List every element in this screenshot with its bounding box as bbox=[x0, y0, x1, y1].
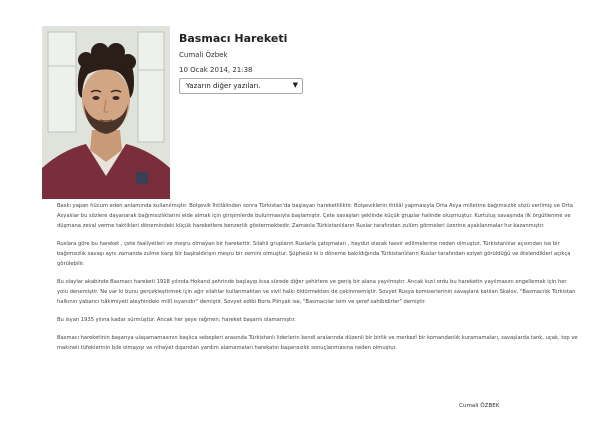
article-paragraph: Bu isyan 1935 yılına kadar sürmüştür. Ancak her şeye rağmen; hareket başarılı olamamıştır. bbox=[57, 317, 296, 323]
article-title: Basmacı Hareketi bbox=[179, 32, 288, 45]
article-body bbox=[57, 201, 579, 361]
author-name[interactable]: Cumali Özbek bbox=[179, 51, 228, 59]
article-signature: Cumali ÖZBEK bbox=[459, 403, 500, 409]
article-paragraph: Ruslara göre bu hareket , çete faaliyetleri ve meşru olmayan bir harekettir. Silahlı grupların Ruslarla çatışmaları , haydut olarak tasvir edilmelerine neden olmuştur. Türkistanlılar açısından ise bir bağımsızlık savaşı aynı zamanda zulme karşı bir başkaldırışın meşru bir zemini olmuştur. Şüphesiz ki o döneme bakıldığında Türkistanlıların Ruslar tarafından eziyet görüldüğü ve ötelendikleri açıkça görülebilir. bbox=[57, 241, 571, 267]
other-posts-select[interactable] bbox=[179, 78, 303, 94]
article-paragraph: Baskı yapan hücum eden anlamında kullanılmıştır. Bolşevik İhtilâlinden sonra Türkistan'da başlayan hareketliliktir. Bolşeviklerin ihtilâl yapmasıyla Orta Asya milletine bağımsızlık sözü verilmiş ve Orta Asyalılar bu sözlere dayanarak bağımsızlıklarını elde almak için girişimlerde bulunmasıyla başlamıştır. Çete savaşları şeklinde küçük gruplar halinde oluşmuştur. Kurtuluş savaşında ilk örgütlenme ve düşmana zeval verme taktikleri dönemindeki küçük hareketlere benzerlik göstermektedir. Zamanla Türkistanlıların Ruslar tarafından zulüm görmeleri üzerine ayaklanmalar hız kazanmıştır. bbox=[57, 203, 573, 229]
other-posts-select-label: Yazarın diğer yazıları. bbox=[186, 82, 261, 90]
chevron-down-icon: ▼ bbox=[292, 81, 298, 89]
author-photo bbox=[42, 26, 170, 199]
article-paragraph: Bu olaylar akabinde Basmacı hareketi 1918 yılında Hokand şehrinde başlayıp kısa sürede diğer şehirlere ve geniş bir alana yayılmıştır. Ancak kızıl ordu bu hareketin yayılmasını engellemek için her yolu denemiştir. Ne var ki bunu gerçekleştirmek için ağır silahlar kullanmaktan ve sivil halkı öldürmekten de çekinmemiştir. Sovyet Rusya komiserlerinin savaşlara katılan Skalov, "Basmacılık Türkistan halkının yabancı hâkimiyeti aleyhindeki millî isyanıdır" demiştir. Sovyet edibi Boris Pilnyak ise, "Basmacılar isim ve şeref sahibidirler" demiştir. bbox=[57, 279, 576, 305]
publish-date: 10 Ocak 2014, 21:38 bbox=[179, 66, 253, 74]
article-paragraph: Basmacı hareketinin başarıya ulaşamamasının başlıca sebepleri arasında Türkistanlı liderlerin kendi aralarında düzenli bir birlik ve merkezî bir komandanlık kuramamaları, savaşlarda tank, uçak, top ve makineli tüfeklerinin bile olmayışı ve nihayet dışarıdan yardım alamamaları harekatın başarısızlık sonuçlanmasına neden olmuştur. bbox=[57, 335, 578, 351]
